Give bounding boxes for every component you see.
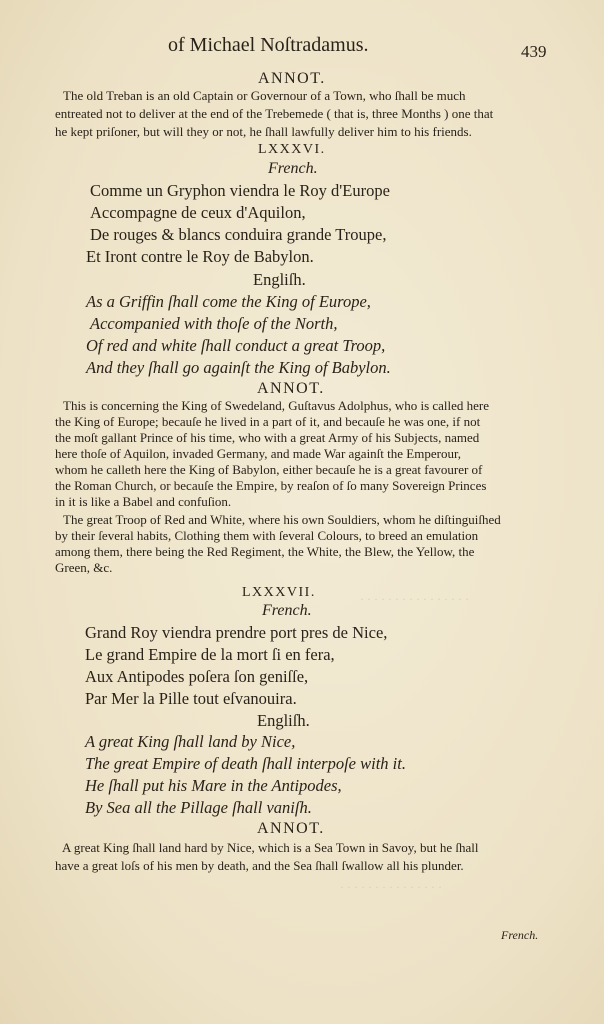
verse-line: Et Iront contre le Roy de Babylon. xyxy=(86,247,314,266)
verse-line: Accompagne de ceux d'Aquilon, xyxy=(90,203,306,222)
annot-line: The old Treban is an old Captain or Governour of a Town, who ſhall be much xyxy=(63,88,466,103)
verse-line: De rouges & blancs conduira grande Troupe, xyxy=(90,225,387,244)
verse-line: He ſhall put his Mare in the Antipodes, xyxy=(85,776,342,795)
verse-line: And they ſhall go againſt the King of Babylon. xyxy=(86,358,391,377)
annot-line: This is concerning the King of Swedeland, Guſtavus Adolphus, who is called here xyxy=(63,398,490,413)
catchword: French. xyxy=(501,928,539,942)
annot-line: whom he calleth here the King of Babylon, either becauſe he is a great favourer of xyxy=(55,462,483,477)
quatrain-numeral: LXXXVI. xyxy=(258,142,326,157)
annot-heading: ANNOT. xyxy=(258,70,326,87)
quatrain-numeral: LXXXVII. xyxy=(242,585,316,600)
annot-heading: ANNOT. xyxy=(257,820,325,837)
annot-line: the moſt gallant Prince of his time, who with a great Army of his Subjects, named xyxy=(55,430,480,445)
show-through-text: · · · · · · · · · · · · · · · · xyxy=(360,592,469,606)
english-label: Engliſh. xyxy=(257,711,310,730)
verse-line: By Sea all the Pillage ſhall vaniſh. xyxy=(85,798,312,817)
annot-line: by their ſeveral habits, Clothing them with ſeveral Colours, to breed an emulation xyxy=(55,528,479,543)
verse-line: Par Mer la Pille tout eſvanouira. xyxy=(85,689,297,708)
annot-line: in it is like a Babel and confuſion. xyxy=(55,494,232,509)
verse-line: Le grand Empire de la mort ſi en fera, xyxy=(85,645,335,664)
verse-line: Aux Antipodes poſera ſon geniſſe, xyxy=(85,667,309,686)
annot-line: here thoſe of Aquilon, invaded Germany, and made War againſt the Emperour, xyxy=(55,446,461,461)
show-through-text: · · · · · · · · · · · · · · · xyxy=(340,880,442,894)
annot-line: Green, &c. xyxy=(55,560,113,575)
french-label: French. xyxy=(268,160,318,177)
french-label: French. xyxy=(262,602,312,619)
running-head: of Michael Noſtradamus. xyxy=(168,34,369,56)
annot-line: A great King ſhall land hard by Nice, which is a Sea Town in Savoy, but he ſhall xyxy=(62,840,479,855)
annot-line: entreated not to deliver at the end of the Trebemede ( that is, three Months ) one that xyxy=(55,106,494,121)
verse-line: Accompanied with thoſe of the North, xyxy=(90,314,338,333)
annot-line: have a great loſs of his men by death, and the Sea ſhall ſwallow all his plunder. xyxy=(55,858,464,873)
verse-line: Grand Roy viendra prendre port pres de Nice, xyxy=(85,623,388,642)
annot-line: The great Troop of Red and White, where his own Souldiers, whom he diſtinguiſhed xyxy=(63,512,501,527)
annot-line: he kept priſoner, but will they or not, he ſhall lawfully deliver him to his friends. xyxy=(55,124,472,139)
verse-line: As a Griffin ſhall come the King of Europe, xyxy=(86,292,371,311)
annot-heading: ANNOT. xyxy=(257,380,325,397)
verse-line: Comme un Gryphon viendra le Roy d'Europe xyxy=(90,181,390,200)
verse-line: A great King ſhall land by Nice, xyxy=(85,732,296,751)
verse-line: Of red and white ſhall conduct a great Troop, xyxy=(86,336,386,355)
annot-line: the Roman Church, or becauſe the Empire, by reaſon of ſo many Sovereign Princes xyxy=(55,478,487,493)
english-label: Engliſh. xyxy=(253,270,306,289)
annot-line: among them, there being the Red Regiment, the White, the Blew, the Yellow, the xyxy=(55,544,475,559)
verse-line: The great Empire of death ſhall interpoſe with it. xyxy=(85,754,406,773)
annot-line: the King of Europe; becauſe he lived in a part of it, and becauſe he was one, if not xyxy=(55,414,481,429)
page-number: 439 xyxy=(521,42,547,61)
